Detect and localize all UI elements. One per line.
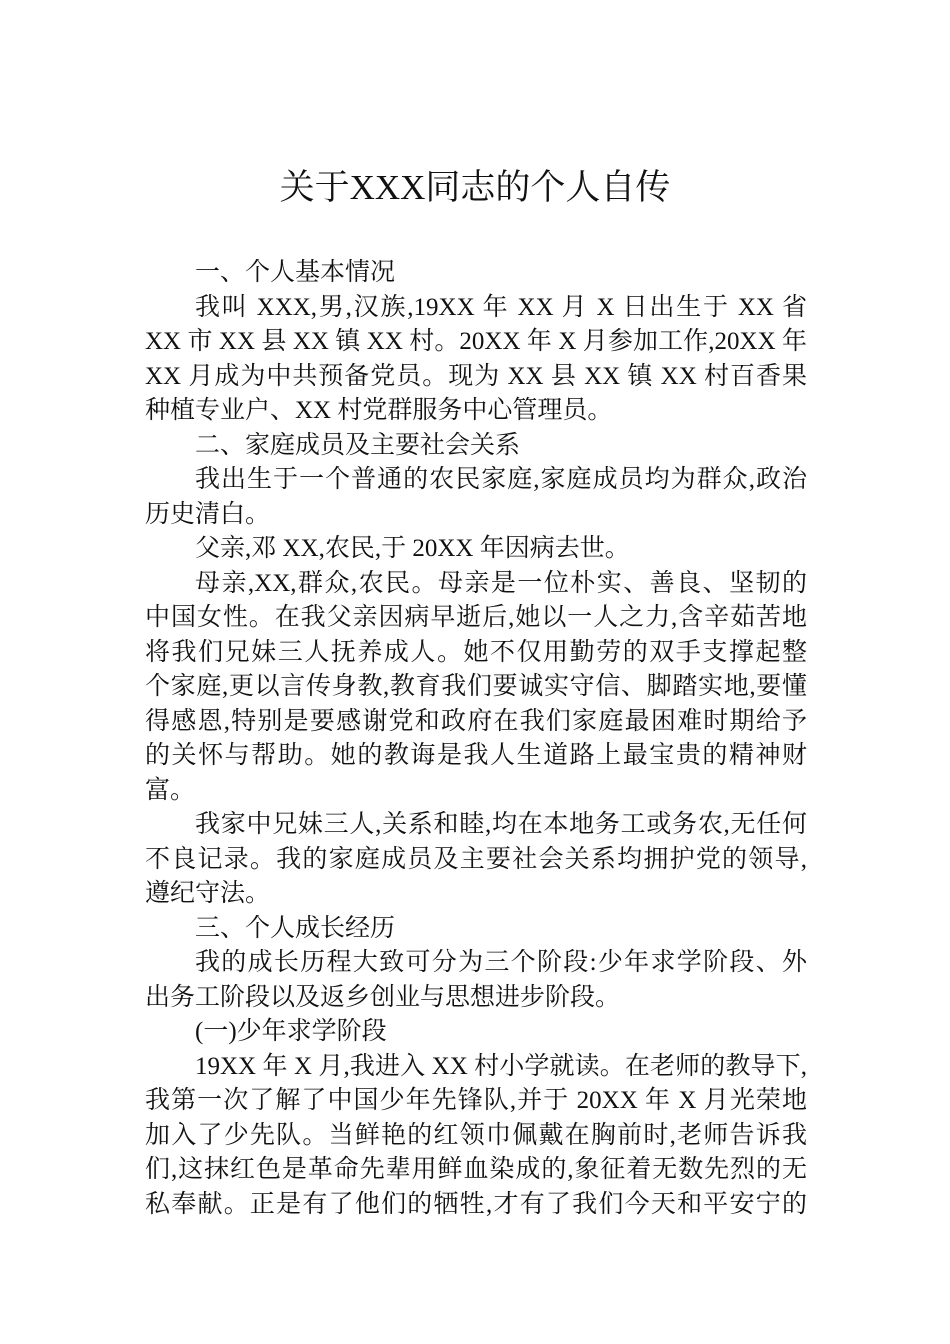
document-title: 关于XXX同志的个人自传 [279,168,671,207]
text-line: 种植专业户、XX 村党群服务中心管理员。 [145,397,613,424]
section-heading [145,912,807,947]
paragraph [145,946,807,1015]
paragraph [145,463,807,532]
text-line: 遵纪守法。 [145,880,271,907]
text-line: 19XX 年 X 月,我进入 XX 村小学就读。在老师的教导下, [195,1052,807,1080]
text-line: 二、家庭成员及主要社会关系 [195,431,521,459]
text-line: 一、个人基本情况 [195,259,396,286]
text-line: 我家中兄妹三人,关系和睦,均在本地务工或务农,无任何 [195,811,807,838]
text-line: 我出生于一个普通的农民家庭,家庭成员均为群众,政治 [195,466,807,493]
section-heading [145,256,807,291]
text-line: 三、个人成长经历 [195,914,396,942]
text-line: 得感恩,特别是要感谢党和政府在我们家庭最困难时期给予 [145,707,807,735]
text-line: 不良记录。我的家庭成员及主要社会关系均拥护党的领导, [145,845,807,873]
text-line: 我的成长历程大致可分为三个阶段:少年求学阶段、外 [195,949,807,976]
section-heading [145,1015,807,1050]
paragraph [145,532,807,567]
text-line: 我叫 XXX,男,汉族,19XX 年 XX 月 X 日出生于 XX 省 [195,293,807,321]
paragraph [145,291,807,429]
text-line: 出务工阶段以及返乡创业与思想进步阶段。 [145,983,621,1011]
text-line: 私奉献。正是有了他们的牺牲,才有了我们今天和平安宁的 [145,1190,807,1218]
text-line: 中国女性。在我父亲因病早逝后,她以一人之力,含辛茹苦地 [145,604,807,631]
section-heading [145,429,807,464]
paragraph [145,1050,807,1223]
text-line: XX 月成为中共预备党员。现为 XX 县 XX 镇 XX 村百香果 [145,362,807,390]
paragraph [145,808,807,912]
text-line: 母亲,XX,群众,农民。母亲是一位朴实、善良、坚韧的 [195,569,807,597]
text-line: 加入了少先队。当鲜艳的红领巾佩戴在胸前时,老师告诉我 [145,1121,807,1149]
text-line: 父亲,邓 XX,农民,于 20XX 年因病去世。 [195,535,630,562]
text-line: 个家庭,更以言传身教,教育我们要诚实守信、脚踏实地,要懂 [145,673,807,700]
text-line: 的关怀与帮助。她的教诲是我人生道路上最宝贵的精神财 [145,742,807,769]
document-body [145,256,807,1222]
text-line: 富。 [145,776,196,804]
text-line: XX 市 XX 县 XX 镇 XX 村。20XX 年 X 月参加工作,20XX 年 [145,328,807,355]
text-line: 历史清白。 [145,500,271,528]
paragraph [145,567,807,809]
text-line: (一)少年求学阶段 [195,1018,387,1045]
text-line: 将我们兄妹三人抚养成人。她不仅用勤劳的双手支撑起整 [145,638,807,666]
text-line: 们,这抹红色是革命先辈用鲜血染成的,象征着无数先烈的无 [145,1156,807,1183]
text-line: 我第一次了解了中国少年先锋队,并于 20XX 年 X 月光荣地 [145,1087,807,1114]
